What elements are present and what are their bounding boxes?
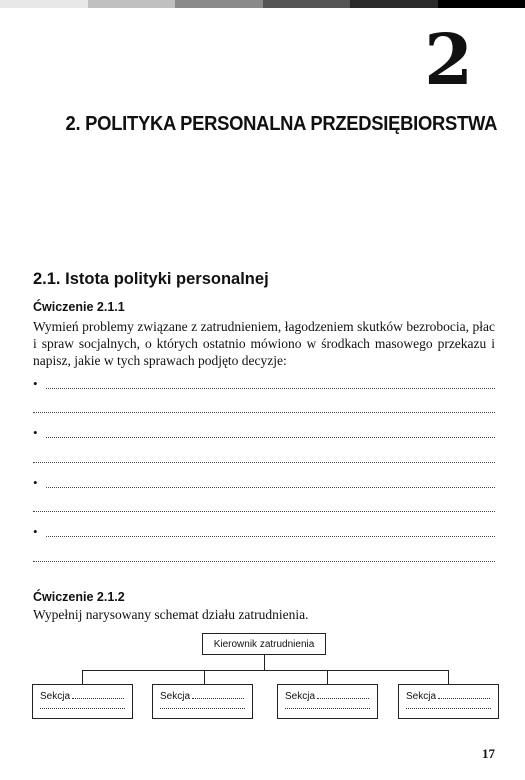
section-label: Sekcja [285,691,316,702]
connector-line [82,670,448,671]
color-bar-segment [0,0,88,8]
answer-line[interactable] [33,497,495,512]
connector-line [448,670,449,684]
exercise-2-text: Wypełnij narysowany schemat działu zatrudnienia. [33,607,309,622]
connector-line [327,670,328,684]
connector-line [204,670,205,684]
section-box[interactable] [32,684,133,719]
header-color-bar [0,0,525,8]
chapter-number: 2 [424,18,473,101]
answer-line[interactable] [46,374,495,389]
chapter-title: 2. POLITYKA PERSONALNA PRZEDSIĘBIORSTWA [65,113,497,135]
bullet: • [33,425,38,440]
chart-top-box: Kierownik zatrudnienia [202,633,326,655]
exercise-2-title: Ćwiczenie 2.1.2 [33,590,125,604]
exercise-1-text: Wymień problemy związane z zatrudnieniem, łagodzeniem skutków bezrobocia, płac i spraw socjalnych, o których ostatnio mówiono w środkach masowego przekazu i napisz, jakie w tych sprawach podjęto decyzje: [33,319,495,368]
bullet: • [33,376,38,391]
color-bar-segment [88,0,176,8]
section-box[interactable] [152,684,253,719]
section-label: Sekcja [40,691,71,702]
bullet: • [33,475,38,490]
section-title: 2.1. Istota polityki personalnej [33,270,269,288]
answer-line[interactable] [46,522,495,537]
bullet: • [33,524,38,539]
color-bar-segment [263,0,351,8]
section-label: Sekcja [160,691,191,702]
section-box[interactable] [398,684,499,719]
color-bar-segment [438,0,525,8]
section-label: Sekcja [406,691,437,702]
answer-line[interactable] [33,398,495,413]
connector-line [82,670,83,684]
answer-line[interactable] [33,448,495,463]
page-number: 17 [482,746,495,761]
color-bar-segment [350,0,438,8]
connector-line [264,655,265,670]
section-box[interactable] [277,684,378,719]
color-bar-segment [175,0,263,8]
answer-line[interactable] [46,473,495,488]
answer-line[interactable] [46,423,495,438]
exercise-1-title: Ćwiczenie 2.1.1 [33,300,125,314]
answer-line[interactable] [33,547,495,562]
